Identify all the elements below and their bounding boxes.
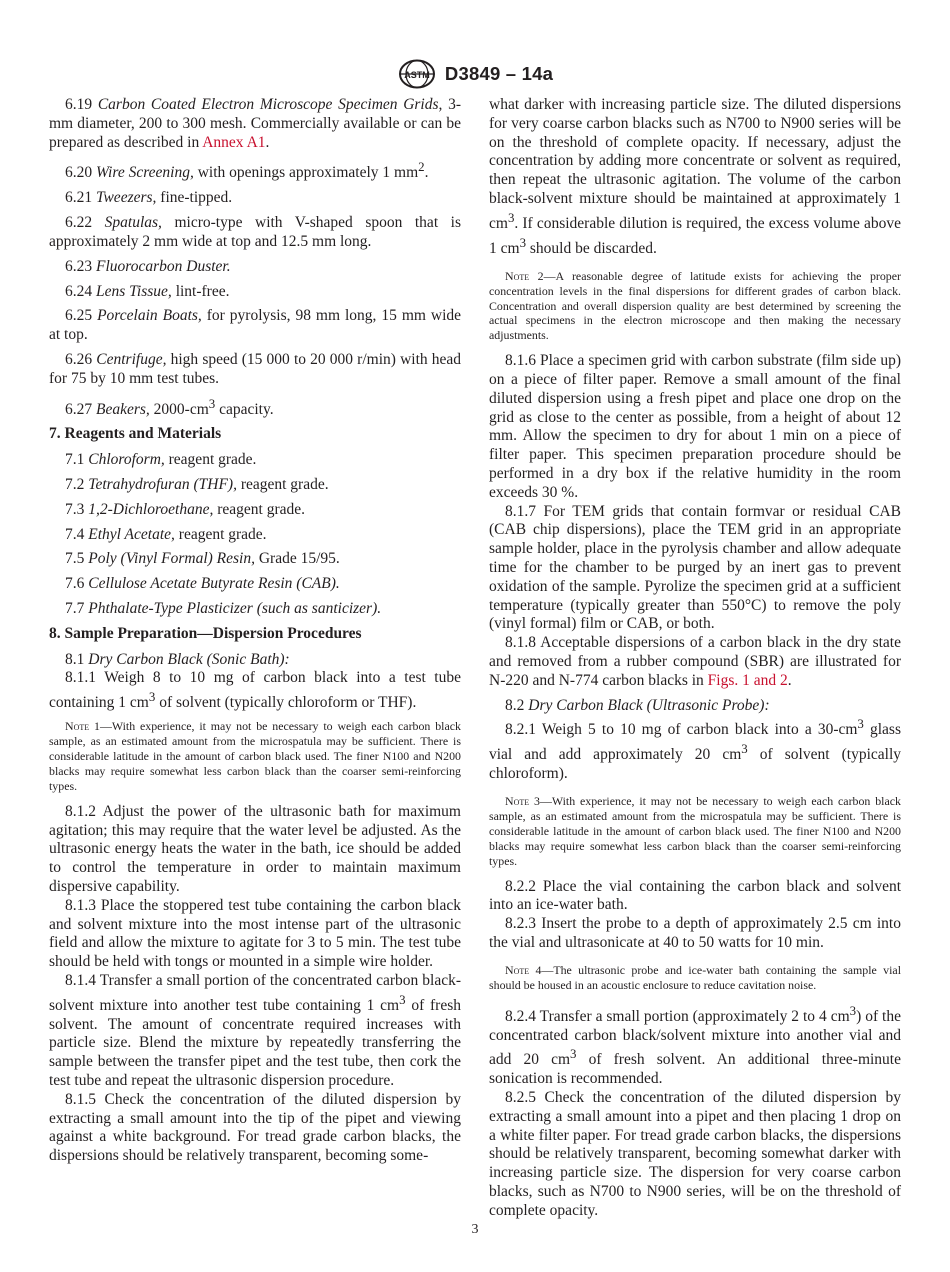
section-6-23: 6.23 Fluorocarbon Duster. [65,257,231,275]
section-7-3: 7.3 1,2-Dichloroethane, reagent grade. [65,500,306,518]
section-7-4: 7.4 Ethyl Acetate, reagent grade. [65,525,267,543]
note-3: Note 3—With experience, it may not be necessary to weigh each carbon black sample, as an estimated amount from the microspatula may be sufficient. There is considerable latitude in the amount of carbon black used. The finer N100 and N200 blacks may require somewhat less carbon black than the coarser semi-reinforcing types. [489,794,901,868]
section-8-1-3: 8.1.3 Place the stoppered test tube containing the carbon black and solvent mixture into the most intense part of the ultrasonic field and allow the mixture to agitate for 3 to 5 min. The test tube should be held with tongs or mounted in a simple wire holder. [49,896,461,971]
section-6-19: 6.19 Carbon Coated Electron Microscope Specimen Grids, 3-mm diameter, 200 to 300 mesh. Commercially available or can be prepared as described in Annex A1. [49,96,462,151]
section-8-1-7: 8.1.7 For TEM grids that contain formvar or residual CAB (CAB chip dispersions), place the TEM grid in an appropriate sample holder, place in the pyrolysis chamber and allow adequate time for the chamber to be purged by an inert gas to prevent oxidation of the sample. Pyrolize the specimen grid at a sufficient temperature (typically greater than 550°C) to remove the poly (vinyl formal) film or CAB, or both. [489,502,901,633]
section-8-1: 8.1 Dry Carbon Black (Sonic Bath): [65,650,290,668]
section-6-24: 6.24 Lens Tissue, lint-free. [65,282,230,300]
section-8-1-5: 8.1.5 Check the concentration of the diluted dispersion by extracting a small amount into the tip of the pipet and viewing against a white background. For tread grade carbon blacks, the dispersions should be relatively transparent, becoming some- [49,1090,461,1165]
section-8-1-5-continued: what darker with increasing particle size. The diluted dispersions for very coarse carbon blacks such as N700 to N900 series will be on the threshold of complete opacity. If necessary, adjust the concentration by adding more concentrate or solvent as required, then repeat the ultrasonic agitation. The volume of the carbon black-solvent mixture should be maintained at approximately 1 $cm^3$. If considerable dilution is required, the excess volume above 1 $cm^3$ should be discarded. [489,96,901,257]
astm-logo-icon [397,58,437,90]
section-6-21: 6.21 Tweezers, fine-tipped. [65,189,233,207]
section-6-20: 6.20 Wire Screening, with openings approximately 1 $mm^2$. [65,159,429,182]
section-8-2-3: 8.2.3 Insert the probe to a depth of approximately 2.5 cm into the vial and ultrasonicate at 40 to 50 watts for 10 min. [489,915,901,951]
section-8-2-4: 8.2.4 Transfer a small portion (approximately 2 to 4 $cm^3$) of the concentrated carbon black/solvent mixture into another vial and add 20 $cm^3$ of fresh solvent. An additional three-minute sonication is recommended. [489,1002,901,1088]
logo-text: ASTM [404,70,430,80]
section-7-1: 7.1 Chloroform, reagent grade. [65,451,257,469]
section-8-2-2: 8.2.2 Place the vial containing the carbon black and solvent into an ice-water bath. [489,877,901,914]
section-8-1-1: 8.1.1 Weigh 8 to 10 mg of carbon black into a test tube containing 1 $cm^3$ of solvent (typically chloroform or THF). [49,669,461,712]
section-8-1-2: 8.1.2 Adjust the power of the ultrasonic bath for maximum agitation; this may require that the water level be adjusted. As the ultrasonic energy heats the water in the bath, ice should be added to control the temperature in order to maintain maximum dispersive capability. [49,802,461,895]
heading-reagents: 7. Reagents and Materials [49,425,222,443]
left-column [49,96,461,1166]
section-7-5: 7.5 Poly (Vinyl Formal) Resin, Grade 15/95. [65,550,340,568]
section-6-22: 6.22 Spatulas, micro-type with V-shaped spoon that is approximately 2 mm wide at top and 12.5 mm long. [49,214,461,250]
note-4: Note 4—The ultrasonic probe and ice-water bath containing the sample vial should be housed in an acoustic enclosure to reduce cavitation noise. [489,962,901,992]
page-number: 3 [471,1222,479,1237]
section-8-2-1: 8.2.1 Weigh 5 to 10 mg of carbon black into a $30-cm^3$ glass vial and add approximately 20 $cm^3$ of solvent (typically chloroform). [489,716,902,783]
annex-a1-link[interactable]: Annex A1 [202,133,266,151]
section-8-1-4: 8.1.4 Transfer a small portion of the concentrated carbon black-solvent mixture into another test tube containing 1 $cm^3$ of fresh solvent. The amount of concentrate required increases with particle size. Blend the mixture by repeatedly transferring the sample between the transfer pipet and the test tube, then cork the test tube and repeat the ultrasonic dispersion procedure. [49,971,461,1090]
section-7-7: 7.7 Phthalate-Type Plasticizer (such as santicizer). [65,600,382,618]
section-7-2: 7.2 Tetrahydrofuran (THF), reagent grade. [65,476,329,494]
section-6-26: 6.26 Centrifuge, high speed (15 000 to 20 000 r/min) with head for 75 by 10 mm test tubes. [49,350,462,387]
section-8-2-5: 8.2.5 Check the concentration of the diluted dispersion by extracting a small amount into a pipet and then placing 1 drop on a white filter paper. For tread grade carbon blacks, the dispersions should be relatively transparent, becoming somewhat darker with increasing particle size. The dispersion for very coarse carbon blacks, such as N700 to N900 series, will be on the threshold of complete opacity. [489,1089,901,1219]
note-2: Note 2—A reasonable degree of latitude exists for achieving the proper concentration levels in the final dispersions for different grades of carbon black. Concentration and overall dispersion quality are best determined by screening the actual specimens in the electron microscope and then making the necessary adjustments. [489,268,901,343]
right-column [489,96,901,1221]
figs-1-2-link[interactable]: Figs. 1 and 2 [707,671,788,689]
section-8-2: 8.2 Dry Carbon Black (Ultrasonic Probe): [505,696,770,714]
standard-designation: D3849 – 14a [444,63,554,84]
note-1: Note 1—With experience, it may not be necessary to weigh each carbon black sample, as an estimated amount from the microspatula may be sufficient. There is considerable latitude in the amount of carbon black used. The finer N100 and N200 blacks may require somewhat less carbon black than the coarser semi-reinforcing types. [49,719,461,793]
section-6-25: 6.25 Porcelain Boats, for pyrolysis, 98 mm long, 15 mm wide at top. [49,307,462,344]
section-8-1-8: 8.1.8 Acceptable dispersions of a carbon black in the dry state and removed from a rubber compound (SBR) are illustrated for N-220 and N-774 carbon blacks in Figs. 1 and 2. [489,634,901,689]
page-header [0,58,950,90]
section-8-1-6: 8.1.6 Place a specimen grid with carbon substrate (film side up) on a piece of filter paper. Remove a small amount of the final diluted dispersion using a fresh pipet and place one drop on the grid as close to the center as possible, from a height of about 12 mm. Allow the specimen to dry for about 1 min on a piece of filter paper. This specimen preparation procedure should be performed in a dry box if the relative humidity in the room exceeds 30 %. [489,352,901,501]
heading-sample-preparation: 8. Sample Preparation—Dispersion Procedures [49,624,362,642]
section-7-6: 7.6 Cellulose Acetate Butyrate Resin (CAB). [65,575,340,593]
section-6-27: 6.27 Beakers, $2000-cm^3$ capacity. [65,395,274,418]
